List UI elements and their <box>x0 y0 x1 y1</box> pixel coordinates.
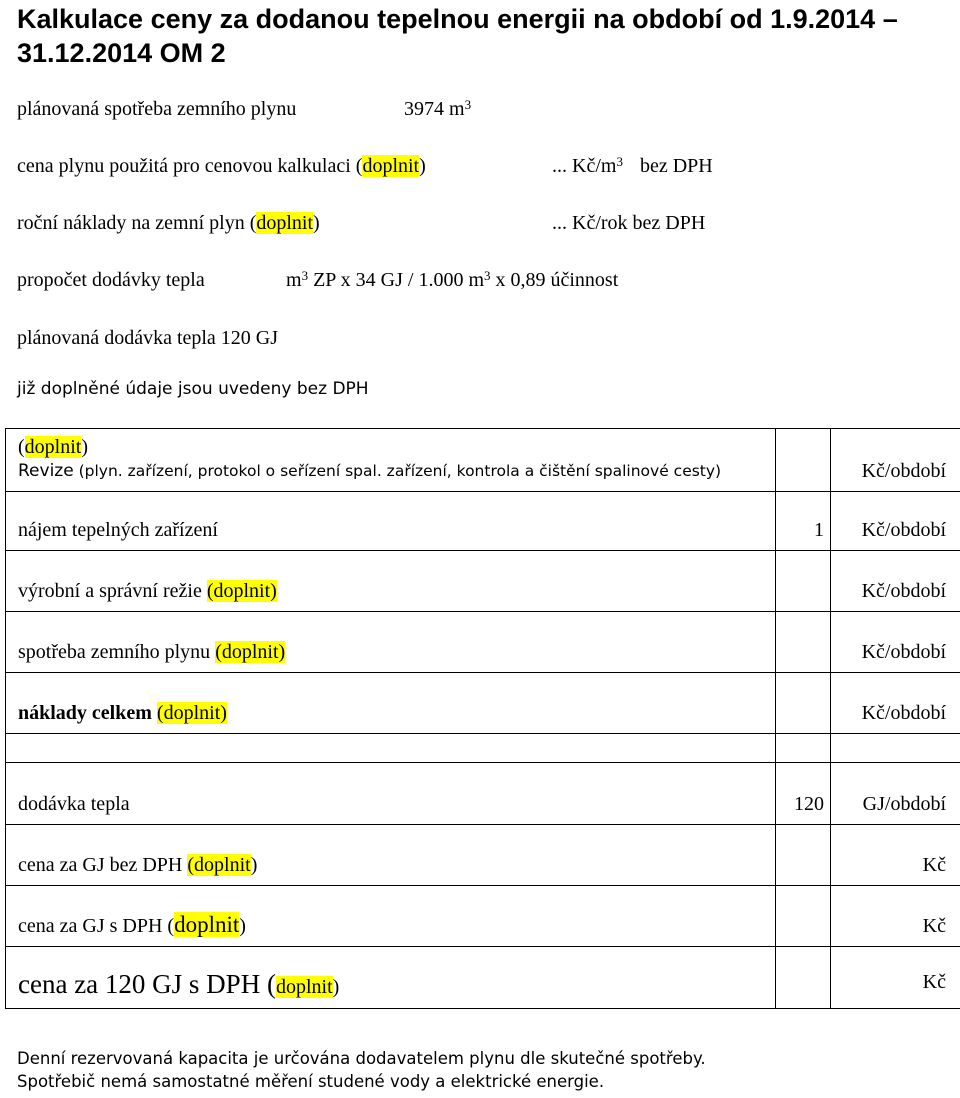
table-row <box>6 825 960 886</box>
table-row <box>6 551 960 612</box>
unit-cell: Kč/období <box>831 673 960 734</box>
table-row <box>6 763 960 825</box>
footer-notes <box>17 1047 706 1093</box>
heat-label: dodávka tepla <box>6 763 776 825</box>
cost-table <box>5 428 960 1009</box>
unit-cell: Kč/období <box>831 612 960 673</box>
overhead-label: výrobní a správní režie (doplnit) <box>6 551 776 612</box>
unit-cell: Kč <box>831 825 960 886</box>
heat-value: 120 <box>776 763 831 825</box>
heat-plan: plánovaná dodávka tepla 120 GJ <box>17 327 279 349</box>
document-title: Kalkulace ceny za dodanou tepelnou energii na období od 1.9.2014 – 31.12.2014 OM 2 <box>17 4 898 68</box>
table-row <box>6 886 960 947</box>
gas-use-label: spotřeba zemního plynu (doplnit) <box>6 612 776 673</box>
gj-vat-label: cena za GJ s DPH (doplnit) <box>6 886 776 947</box>
calc-label: propočet dodávky tepla <box>17 269 205 291</box>
unit-cell: Kč/období <box>831 551 960 612</box>
total-vat-label: cena za 120 GJ s DPH (doplnit) <box>6 947 776 1009</box>
footer-line-1: Denní rezervovaná kapacita je určována dodavatelem plynu dle skutečné spotřeby. <box>17 1049 706 1068</box>
unit-cell: Kč <box>831 947 960 1009</box>
rent-value: 1 <box>776 492 831 551</box>
gas-plan-label: plánovaná spotřeba zemního plynu <box>17 98 297 120</box>
gas-price-label: cena plynu použitá pro cenovou kalkulaci (doplnit) <box>17 155 426 177</box>
table-row <box>6 429 960 492</box>
note-excl-vat: již doplněné údaje jsou uvedeny bez DPH <box>17 379 369 399</box>
annual-cost-value: ... Kč/rok bez DPH <box>552 212 706 234</box>
revize-cell: (doplnit) Revize (plyn. zařízení, protokol o seřízení spal. zařízení, kontrola a čištění spalinové cesty) <box>6 429 776 492</box>
gas-plan-value: 3974 $m^3$ <box>404 97 472 120</box>
gj-no-vat-label: cena za GJ bez DPH (doplnit) <box>6 825 776 886</box>
total-label: náklady celkem (doplnit) <box>6 673 776 734</box>
table-row <box>6 673 960 734</box>
calc-formula: $m^3$ ZP x 34 GJ / 1.000 $m^3$ x 0,89 účinnost <box>286 268 619 291</box>
rent-label: nájem tepelných zařízení <box>6 492 776 551</box>
unit-cell: Kč/období <box>831 429 960 492</box>
table-row <box>6 492 960 551</box>
gas-price-value: ... $Kč/m^3$ bez DPH <box>552 154 713 177</box>
footer-line-2: Spotřebič nemá samostatné měření studené vody a elektrické energie. <box>17 1072 605 1091</box>
unit-cell: Kč/období <box>831 492 960 551</box>
table-row <box>6 612 960 673</box>
table-row <box>6 947 960 1009</box>
heat-unit: GJ/období <box>831 763 960 825</box>
annual-cost-label: roční náklady na zemní plyn (doplnit) <box>17 212 320 234</box>
unit-cell: Kč <box>831 886 960 947</box>
table-row-spacer <box>6 734 960 763</box>
